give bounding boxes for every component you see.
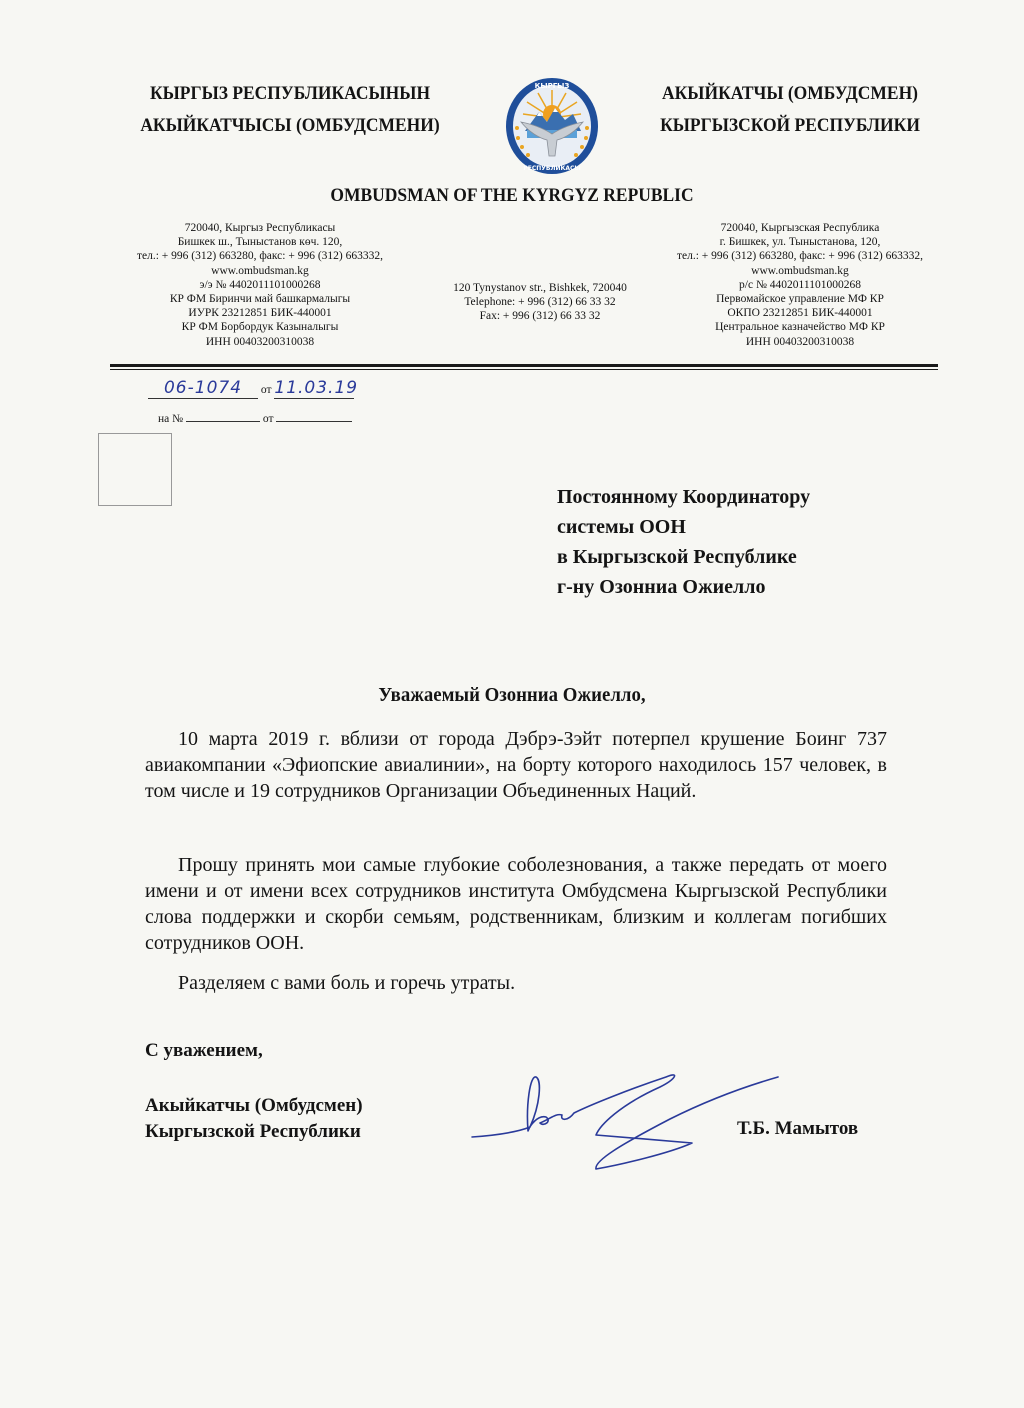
address-block-russian xyxy=(640,221,960,349)
svg-text:РЕСПУБЛИКАСЫ: РЕСПУБЛИКАСЫ xyxy=(523,165,581,172)
svg-text:КЫРГЫЗ: КЫРГЫЗ xyxy=(534,82,570,90)
closing: С уважением, xyxy=(145,1040,263,1061)
address-line: 720040, Кыргызская Республика xyxy=(720,222,880,234)
letterhead-russian-title xyxy=(615,78,965,142)
letterhead-right-line1: АКЫЙКАТЧЫ (ОМБУДСМЕН) xyxy=(662,83,918,104)
addressee-line: в Кыргызской Республике xyxy=(557,546,797,568)
outgoing-number: 06-1074 xyxy=(148,378,258,399)
outgoing-registration xyxy=(148,378,359,399)
signatory-title xyxy=(145,1093,363,1145)
body-paragraph: Прошу принять мои самые глубокие соболезнования, а также передать от моего имени и от имени всех сотрудников института Омбудсмена Кыргызской Республики слова поддержки и скорби семьям, родственникам, близким и коллегам погибших сотрудников ООН. xyxy=(145,854,887,954)
addressee-line: системы ООН xyxy=(557,516,686,538)
address-line: КР ФМ Борбордук Казыналыгы xyxy=(181,321,339,334)
reply-date-field xyxy=(276,409,352,422)
body-paragraph: 10 марта 2019 г. вблизи от города Дэбрэ-Зэйт потерпел крушение Боинг 737 авиакомпании «Эфиопские авиалинии», на борту которого находилось 157 человек, в том числе и 19 сотрудников Организации Объединенных Наций. xyxy=(145,728,887,802)
address-line: ОКПО 23212851 БИК-440001 xyxy=(727,307,873,320)
header-rule-thick xyxy=(110,364,938,367)
body-paragraph: Разделяем с вами боль и горечь утраты. xyxy=(178,972,516,994)
address-block-english xyxy=(420,281,660,324)
from-label: от xyxy=(260,384,272,396)
address-line: 120 Tynystanov str., Bishkek, 720040 xyxy=(453,282,627,294)
address-line: э/э № 4402011101000268 xyxy=(199,278,321,291)
state-emblem-icon xyxy=(503,76,601,176)
address-line: Первомайское управление МФ КР xyxy=(716,293,884,306)
signatory-title-line: Кыргызской Республики xyxy=(145,1121,361,1142)
address-line: ИНН 00403200310038 xyxy=(745,335,855,348)
address-line: ИУРК 23212851 БИК-440001 xyxy=(188,307,332,320)
website-link[interactable]: www.ombudsman.kg xyxy=(751,264,849,277)
address-line: р/с № 4402011101000268 xyxy=(739,278,861,291)
letterhead-english-title: OMBUDSMAN OF THE KYRGYZ REPUBLIC xyxy=(330,185,694,206)
address-line: тел.: + 996 (312) 663280, факс: + 996 (312) 663332, xyxy=(676,250,923,263)
address-line: Fax: + 996 (312) 66 33 32 xyxy=(479,310,601,323)
addressee-line: г-ну Озонниа Ожиелло xyxy=(557,576,766,598)
address-line: КР ФМ Биринчи май башкармалыгы xyxy=(169,293,351,306)
stamp-box xyxy=(98,433,172,506)
reply-registration xyxy=(158,409,352,425)
reply-number-field xyxy=(186,409,260,422)
addressee-line: Постоянному Координатору xyxy=(557,486,811,508)
address-line: г. Бишкек, ул. Тыныстанова, 120, xyxy=(719,236,881,249)
website-link[interactable]: www.ombudsman.kg xyxy=(211,264,309,277)
letterhead-left-line2: АКЫЙКАТЧЫСЫ (ОМБУДСМЕНИ) xyxy=(140,115,440,136)
header-rule-thin xyxy=(110,369,938,370)
outgoing-date: 11.03.19 xyxy=(274,378,359,398)
letterhead-right-line2: КЫРГЫЗСКОЙ РЕСПУБЛИКИ xyxy=(660,115,920,136)
signatory-title-line: Акыйкатчы (Омбудсмен) xyxy=(145,1095,363,1116)
address-line: Telephone: + 996 (312) 66 33 32 xyxy=(464,296,616,309)
address-line: Центральное казначейство МФ КР xyxy=(715,321,885,334)
signature-icon xyxy=(470,1065,780,1170)
addressee-block xyxy=(557,482,810,602)
address-line: 720040, Кыргыз Республикасы xyxy=(184,222,336,234)
address-block-kyrgyz xyxy=(100,221,420,349)
address-line: Бишкек ш., Тыныстанов көч. 120, xyxy=(177,236,343,249)
letterhead-kyrgyz-title xyxy=(115,78,465,142)
letterhead-left-line1: КЫРГЫЗ РЕСПУБЛИКАСЫНЫН xyxy=(149,83,431,104)
reply-from-label: от xyxy=(262,413,274,425)
greeting: Уважаемый Озонниа Ожиелло, xyxy=(378,684,646,706)
signatory-name: Т.Б. Мамытов xyxy=(737,1118,859,1139)
reply-number-label: на № xyxy=(158,413,184,425)
address-line: ИНН 00403200310038 xyxy=(205,335,315,348)
address-line: тел.: + 996 (312) 663280, факс: + 996 (312) 663332, xyxy=(136,250,383,263)
